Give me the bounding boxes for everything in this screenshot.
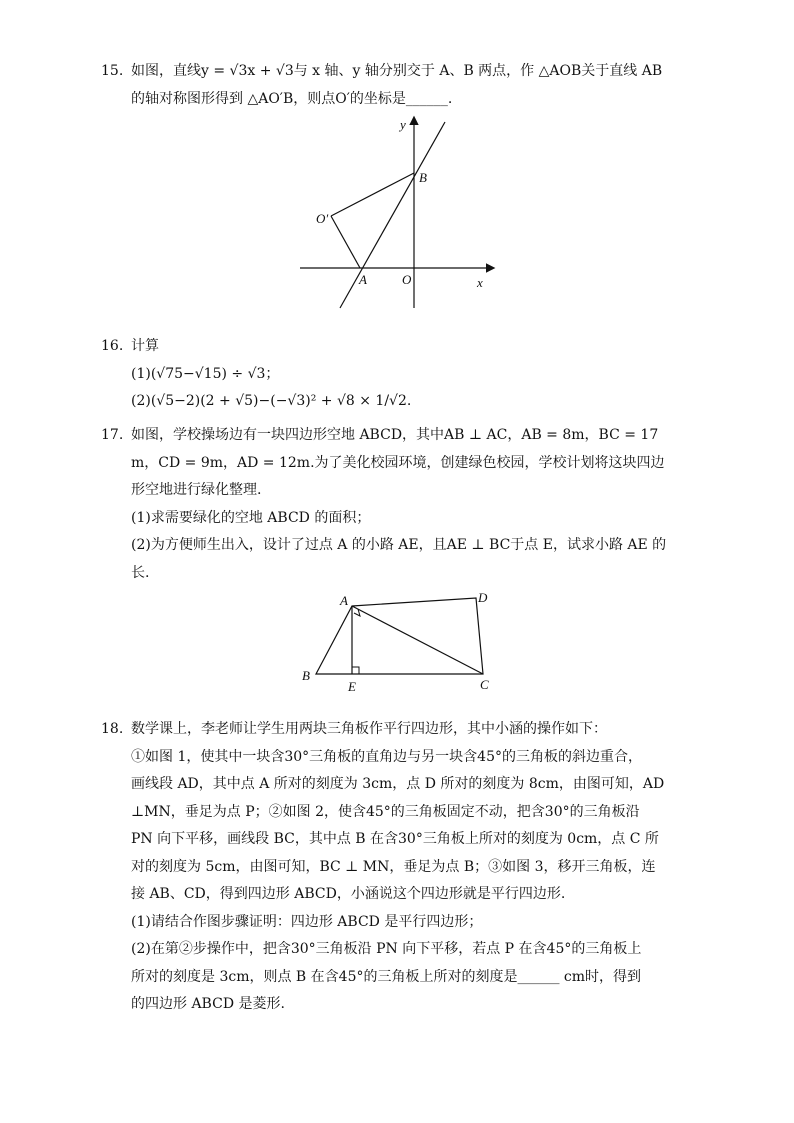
question-part: 的四边形 ABCD 是菱形. <box>131 996 285 1012</box>
question-number: 18. <box>101 721 124 737</box>
question-part: (1)求需要绿化的空地 ABCD 的面积； <box>131 509 371 526</box>
figure-q17-quadrilateral <box>296 588 506 698</box>
line-ab <box>340 122 445 308</box>
question-text-line: PN 向下平移，画线段 BC，其中点 B 在含30°三角板上所对的刻度为 0cm，点 C 所 <box>131 831 659 847</box>
question-number: 17. <box>101 427 124 443</box>
question-18 <box>101 716 671 1019</box>
question-text-line: ⊥MN，垂足为点 P；②如图 2，使含45°的三角板固定不动，把含30°的三角板沿 <box>131 803 640 820</box>
segment-ac <box>352 606 483 674</box>
question-title: 计算 <box>131 338 159 354</box>
question-text-line: 形空地进行绿化整理. <box>131 482 262 498</box>
question-part: (2)在第②步操作中，把含30°三角板沿 PN 向下平移，若点 P 在含45°的三角板上 <box>131 941 642 957</box>
label-d: D <box>478 590 488 605</box>
question-text-line: 如图，直线y = √3x + √3与 x 轴、y 轴分别交于 A、B 两点，作 △AOB关于直线 AB <box>131 63 663 79</box>
question-text-line: 如图，学校操场边有一块四边形空地 ABCD，其中AB ⊥ AC，AB = 8m，BC = 17 <box>131 427 659 443</box>
segment-ao-prime <box>331 216 360 268</box>
question-part: (2)为方便师生出入，设计了过点 A 的小路 AE，且AE ⊥ BC于点 E，试求小路 AE 的 <box>131 537 667 553</box>
question-number: 15. <box>101 63 124 79</box>
label-o: O <box>402 272 412 287</box>
label-x: x <box>477 275 483 290</box>
question-text-line: ①如图 1，使其中一块含30°三角板的直角边与另一块含45°的三角板的斜边重合， <box>131 748 642 765</box>
label-a: A <box>340 593 348 608</box>
label-y: y <box>400 117 406 132</box>
question-17 <box>101 422 671 587</box>
label-a: A <box>359 272 367 287</box>
question-text-line: 对的刻度为 5cm，由图可知，BC ⊥ MN，垂足为点 B；③如图 3，移开三角板，连 <box>131 858 656 875</box>
label-c: C <box>480 677 489 692</box>
label-b: B <box>302 668 310 683</box>
question-15 <box>101 58 671 113</box>
segment-o-prime-b <box>331 173 414 216</box>
question-text-line: 画线段 AD，其中点 A 所对的刻度为 3cm，点 D 所对的刻度为 8cm，由图可知，AD <box>131 776 665 792</box>
question-part: (2)(√5−2)(2 + √5)−(−√3)² + √8 × 1/√2. <box>131 393 412 409</box>
right-angle-mark-e <box>352 667 359 674</box>
question-text-line: 接 AB、CD，得到四边形 ABCD，小涵说这个四边形就是平行四边形. <box>131 886 566 902</box>
question-part: 所对的刻度是 3cm，则点 B 在含45°的三角板上所对的刻度是______ cm时，得到 <box>131 968 642 985</box>
question-part: 长. <box>131 564 150 581</box>
label-b: B <box>419 170 427 185</box>
question-number: 16. <box>101 338 124 354</box>
question-text-line: 数学课上，李老师让学生用两块三角板作平行四边形，其中小涵的操作如下： <box>131 721 607 737</box>
label-e: E <box>348 679 356 694</box>
question-text-line: m，CD = 9m，AD = 12m.为了美化校园环境，创建绿色校园，学校计划将这块四边 <box>131 454 665 471</box>
figure-q15-coordinate-plane <box>290 112 510 312</box>
question-16 <box>101 333 671 416</box>
label-o-prime: O′ <box>316 211 329 226</box>
question-part: (1)(√75−√15) ÷ √3； <box>131 365 280 382</box>
quadrilateral-abcd <box>316 598 483 674</box>
question-text-line: 的轴对称图形得到 △AO′B，则点O′的坐标是______. <box>131 90 453 107</box>
question-part: (1)请结合作图步骤证明：四边形 ABCD 是平行四边形； <box>131 913 483 930</box>
